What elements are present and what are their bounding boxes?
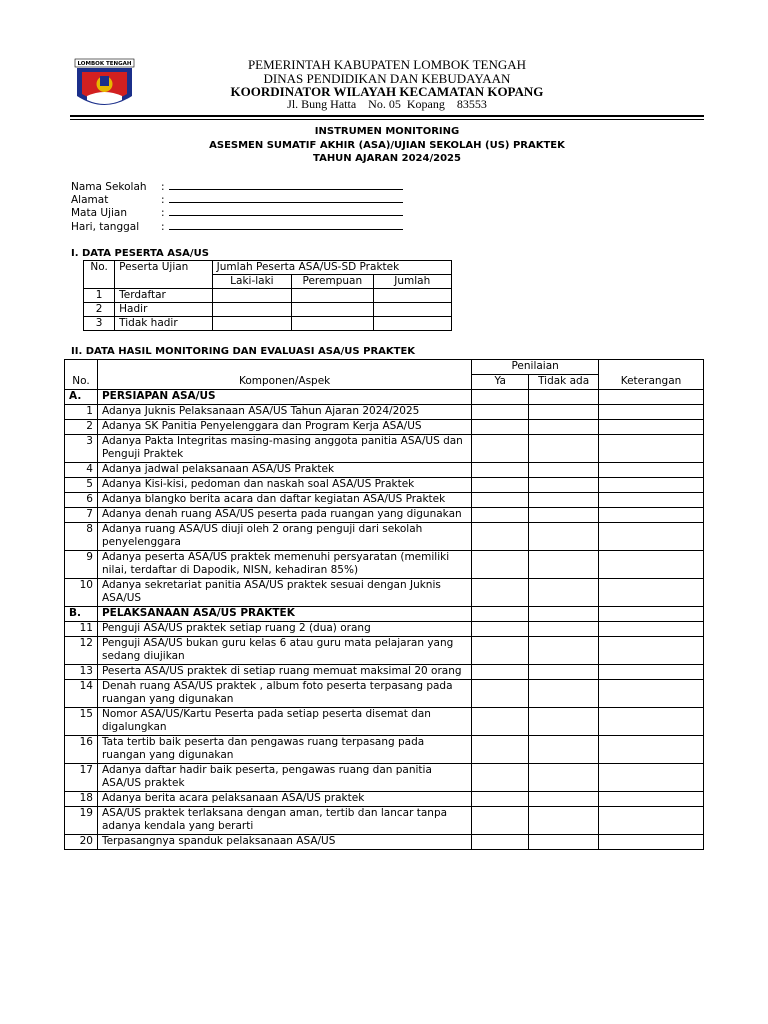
item-no: 10 (65, 579, 98, 607)
table-row (65, 637, 704, 665)
table-row (65, 579, 704, 607)
cell-keterangan[interactable] (599, 463, 704, 478)
field-label: Nama Sekolah (71, 181, 147, 193)
letterhead-coordinator: KOORDINATOR WILAYAH KECAMATAN KOPANG (230, 84, 544, 99)
cell-ya[interactable] (472, 680, 529, 708)
item-no: 6 (65, 493, 98, 508)
table-row (65, 405, 704, 420)
document-year: TAHUN AJARAN 2024/2025 (313, 153, 461, 164)
cell-tidak-ada (529, 607, 599, 622)
field-label: Alamat (71, 194, 109, 206)
item-text: Adanya Pakta Integritas masing-masing anggota panitia ASA/US dan Penguji Praktek (97, 435, 471, 463)
field-colon: : (161, 221, 165, 233)
cell-ya[interactable] (472, 523, 529, 551)
row-no: 2 (84, 303, 115, 317)
row-label: Hadir (115, 303, 213, 317)
field-colon: : (161, 194, 165, 206)
cell-tidak-ada[interactable] (529, 493, 599, 508)
cell-tidak-ada[interactable] (529, 792, 599, 807)
field-colon: : (161, 181, 165, 193)
item-no: 17 (65, 764, 98, 792)
cell-perempuan[interactable] (292, 289, 373, 303)
cell-jumlah[interactable] (373, 289, 451, 303)
cell-ya[interactable] (472, 807, 529, 835)
item-no: 12 (65, 637, 98, 665)
item-text: Penguji ASA/US praktek setiap ruang 2 (dua) orang (97, 622, 471, 637)
section-1-heading: I. DATA PESERTA ASA/US (71, 248, 209, 259)
item-text: Adanya berita acara pelaksanaan ASA/US praktek (97, 792, 471, 807)
cell-laki[interactable] (212, 303, 291, 317)
table-row (65, 478, 704, 493)
cell-ya[interactable] (472, 637, 529, 665)
group-label: PERSIAPAN ASA/US (97, 390, 471, 405)
cell-keterangan[interactable] (599, 665, 704, 680)
header-tidak-ada: Tidak ada (529, 375, 599, 390)
table-row (84, 303, 452, 317)
table-row (65, 420, 704, 435)
header-jumlah-group: Jumlah Peserta ASA/US-SD Praktek (212, 261, 451, 275)
cell-ya[interactable] (472, 493, 529, 508)
cell-keterangan[interactable] (599, 622, 704, 637)
row-label: Tidak hadir (115, 317, 213, 331)
table-row (65, 792, 704, 807)
regency-logo (73, 58, 136, 112)
item-no: 9 (65, 551, 98, 579)
cell-laki[interactable] (212, 317, 291, 331)
letterhead-rule-thick (70, 115, 704, 117)
field-alamat[interactable] (71, 193, 403, 207)
table-row (65, 807, 704, 835)
cell-tidak-ada[interactable] (529, 579, 599, 607)
item-text: Penguji ASA/US bukan guru kelas 6 atau guru mata pelajaran yang sedang diujikan (97, 637, 471, 665)
fill-line[interactable] (169, 193, 403, 203)
item-text: Terpasangnya spanduk pelaksanaan ASA/US (97, 835, 471, 850)
cell-keterangan[interactable] (599, 736, 704, 764)
cell-tidak-ada[interactable] (529, 622, 599, 637)
item-text: Nomor ASA/US/Kartu Peserta pada setiap peserta disemat dan digalungkan (97, 708, 471, 736)
cell-ya[interactable] (472, 792, 529, 807)
cell-tidak-ada[interactable] (529, 405, 599, 420)
item-no: 7 (65, 508, 98, 523)
header-ya: Ya (472, 375, 529, 390)
field-hari-tanggal[interactable] (71, 220, 403, 234)
cell-ya[interactable] (472, 435, 529, 463)
cell-keterangan[interactable] (599, 478, 704, 493)
cell-ya[interactable] (472, 622, 529, 637)
item-text: Adanya blangko berita acara dan daftar kegiatan ASA/US Praktek (97, 493, 471, 508)
item-text: Adanya daftar hadir baik peserta, pengawas ruang dan panitia ASA/US praktek (97, 764, 471, 792)
header-penilaian: Penilaian (472, 360, 599, 375)
fill-line[interactable] (169, 180, 403, 190)
cell-jumlah[interactable] (373, 303, 451, 317)
table-row (65, 665, 704, 680)
header-no: No. (65, 360, 98, 390)
logo-label: LOMBOK TENGAH (77, 61, 132, 68)
cell-tidak-ada[interactable] (529, 665, 599, 680)
section-2-heading: II. DATA HASIL MONITORING DAN EVALUASI ASA/US PRAKTEK (71, 346, 416, 357)
group-code: B. (65, 607, 98, 622)
cell-tidak-ada[interactable] (529, 680, 599, 708)
item-text: Adanya SK Panitia Penyelenggara dan Program Kerja ASA/US (97, 420, 471, 435)
header-peserta: Peserta Ujian (115, 261, 213, 289)
cell-tidak-ada (529, 390, 599, 405)
fill-line[interactable] (169, 206, 403, 216)
cell-ya[interactable] (472, 579, 529, 607)
monitoring-table (64, 359, 704, 850)
cell-tidak-ada[interactable] (529, 478, 599, 493)
item-text: Adanya denah ruang ASA/US peserta pada ruangan yang digunakan (97, 508, 471, 523)
cell-keterangan[interactable] (599, 435, 704, 463)
cell-keterangan[interactable] (599, 405, 704, 420)
cell-keterangan (599, 390, 704, 405)
item-text: Adanya ruang ASA/US diuji oleh 2 orang penguji dari sekolah penyelenggara (97, 523, 471, 551)
cell-keterangan[interactable] (599, 792, 704, 807)
letterhead-address: Jl. Bung Hatta No. 05 Kopang 83553 (287, 97, 487, 111)
item-text: Denah ruang ASA/US praktek , album foto peserta terpasang pada ruangan yang digunakan (97, 680, 471, 708)
item-no: 20 (65, 835, 98, 850)
table-row (84, 317, 452, 331)
item-text: Adanya Juknis Pelaksanaan ASA/US Tahun Ajaran 2024/2025 (97, 405, 471, 420)
cell-ya[interactable] (472, 736, 529, 764)
field-label: Hari, tanggal (71, 221, 140, 233)
header-no: No. (84, 261, 115, 289)
cell-keterangan[interactable] (599, 579, 704, 607)
cell-ya (472, 390, 529, 405)
cell-ya (472, 607, 529, 622)
cell-ya[interactable] (472, 508, 529, 523)
item-no: 1 (65, 405, 98, 420)
cell-ya[interactable] (472, 764, 529, 792)
cell-keterangan[interactable] (599, 807, 704, 835)
cell-tidak-ada[interactable] (529, 736, 599, 764)
cell-keterangan[interactable] (599, 493, 704, 508)
item-no: 8 (65, 523, 98, 551)
table-row (65, 463, 704, 478)
cell-tidak-ada[interactable] (529, 508, 599, 523)
table-row (65, 508, 704, 523)
table-row (65, 708, 704, 736)
table-row (84, 289, 452, 303)
document-subtitle: ASESMEN SUMATIF AKHIR (ASA)/UJIAN SEKOLAH (US) PRAKTEK (209, 140, 565, 151)
cell-keterangan[interactable] (599, 508, 704, 523)
cell-tidak-ada[interactable] (529, 463, 599, 478)
field-label: Mata Ujian (71, 207, 127, 219)
cell-tidak-ada[interactable] (529, 807, 599, 835)
cell-ya[interactable] (472, 708, 529, 736)
header-komponen: Komponen/Aspek (97, 360, 471, 390)
row-label: Terdaftar (115, 289, 213, 303)
item-text: Peserta ASA/US praktek di setiap ruang memuat maksimal 20 orang (97, 665, 471, 680)
cell-ya[interactable] (472, 405, 529, 420)
cell-ya[interactable] (472, 463, 529, 478)
row-no: 3 (84, 317, 115, 331)
cell-keterangan (599, 607, 704, 622)
cell-ya[interactable] (472, 665, 529, 680)
cell-tidak-ada[interactable] (529, 637, 599, 665)
table-row (65, 435, 704, 463)
item-text: Adanya jadwal pelaksanaan ASA/US Praktek (97, 463, 471, 478)
field-mata-ujian[interactable] (71, 206, 403, 220)
field-nama-sekolah[interactable] (71, 180, 403, 194)
header-laki: Laki-laki (212, 275, 291, 289)
cell-tidak-ada[interactable] (529, 551, 599, 579)
letterhead-rule-thin (70, 119, 704, 120)
cell-ya[interactable] (472, 551, 529, 579)
cell-jumlah[interactable] (373, 317, 451, 331)
header-keterangan: Keterangan (599, 360, 704, 390)
item-no: 18 (65, 792, 98, 807)
item-text: Adanya peserta ASA/US praktek memenuhi persyaratan (memiliki nilai, terdaftar di Dapodik, NISN, kehadiran 85%) (97, 551, 471, 579)
participants-table (83, 260, 452, 331)
item-no: 19 (65, 807, 98, 835)
cell-ya[interactable] (472, 835, 529, 850)
item-text: Adanya Kisi-kisi, pedoman dan naskah soal ASA/US Praktek (97, 478, 471, 493)
cell-ya[interactable] (472, 478, 529, 493)
item-text: Adanya sekretariat panitia ASA/US praktek sesuai dengan Juknis ASA/US (97, 579, 471, 607)
cell-keterangan[interactable] (599, 680, 704, 708)
header-jumlah: Jumlah (373, 275, 451, 289)
letterhead-government: PEMERINTAH KABUPATEN LOMBOK TENGAH (247, 57, 527, 72)
table-row (65, 736, 704, 764)
cell-keterangan[interactable] (599, 551, 704, 579)
cell-tidak-ada[interactable] (529, 835, 599, 850)
document-title: INSTRUMEN MONITORING (314, 126, 460, 137)
cell-keterangan[interactable] (599, 708, 704, 736)
item-no: 5 (65, 478, 98, 493)
cell-keterangan[interactable] (599, 523, 704, 551)
item-text: ASA/US praktek terlaksana dengan aman, tertib dan lancar tanpa adanya kendala yang berarti (97, 807, 471, 835)
row-no: 1 (84, 289, 115, 303)
cell-tidak-ada[interactable] (529, 523, 599, 551)
fill-line[interactable] (169, 220, 403, 230)
table-row (65, 622, 704, 637)
cell-ya[interactable] (472, 420, 529, 435)
table-row (65, 680, 704, 708)
letterhead-department: DINAS PENDIDIKAN DAN KEBUDAYAAN (263, 71, 511, 86)
cell-laki[interactable] (212, 289, 291, 303)
item-no: 3 (65, 435, 98, 463)
item-text: Tata tertib baik peserta dan pengawas ruang terpasang pada ruangan yang digunakan (97, 736, 471, 764)
item-no: 16 (65, 736, 98, 764)
group-row (65, 607, 704, 622)
group-row (65, 390, 704, 405)
table-row (65, 835, 704, 850)
item-no: 13 (65, 665, 98, 680)
header-perempuan: Perempuan (292, 275, 373, 289)
cell-keterangan[interactable] (599, 764, 704, 792)
cell-keterangan[interactable] (599, 835, 704, 850)
group-code: A. (65, 390, 98, 405)
item-no: 2 (65, 420, 98, 435)
item-no: 4 (65, 463, 98, 478)
cell-tidak-ada[interactable] (529, 764, 599, 792)
table-row (65, 523, 704, 551)
cell-keterangan[interactable] (599, 420, 704, 435)
field-colon: : (161, 207, 165, 219)
cell-perempuan[interactable] (292, 317, 373, 331)
item-no: 11 (65, 622, 98, 637)
cell-keterangan[interactable] (599, 637, 704, 665)
cell-perempuan[interactable] (292, 303, 373, 317)
table-row (65, 493, 704, 508)
table-row (65, 551, 704, 579)
cell-tidak-ada[interactable] (529, 708, 599, 736)
group-label: PELAKSANAAN ASA/US PRAKTEK (97, 607, 471, 622)
cell-tidak-ada[interactable] (529, 435, 599, 463)
item-no: 14 (65, 680, 98, 708)
table-row (65, 764, 704, 792)
item-no: 15 (65, 708, 98, 736)
cell-tidak-ada[interactable] (529, 420, 599, 435)
